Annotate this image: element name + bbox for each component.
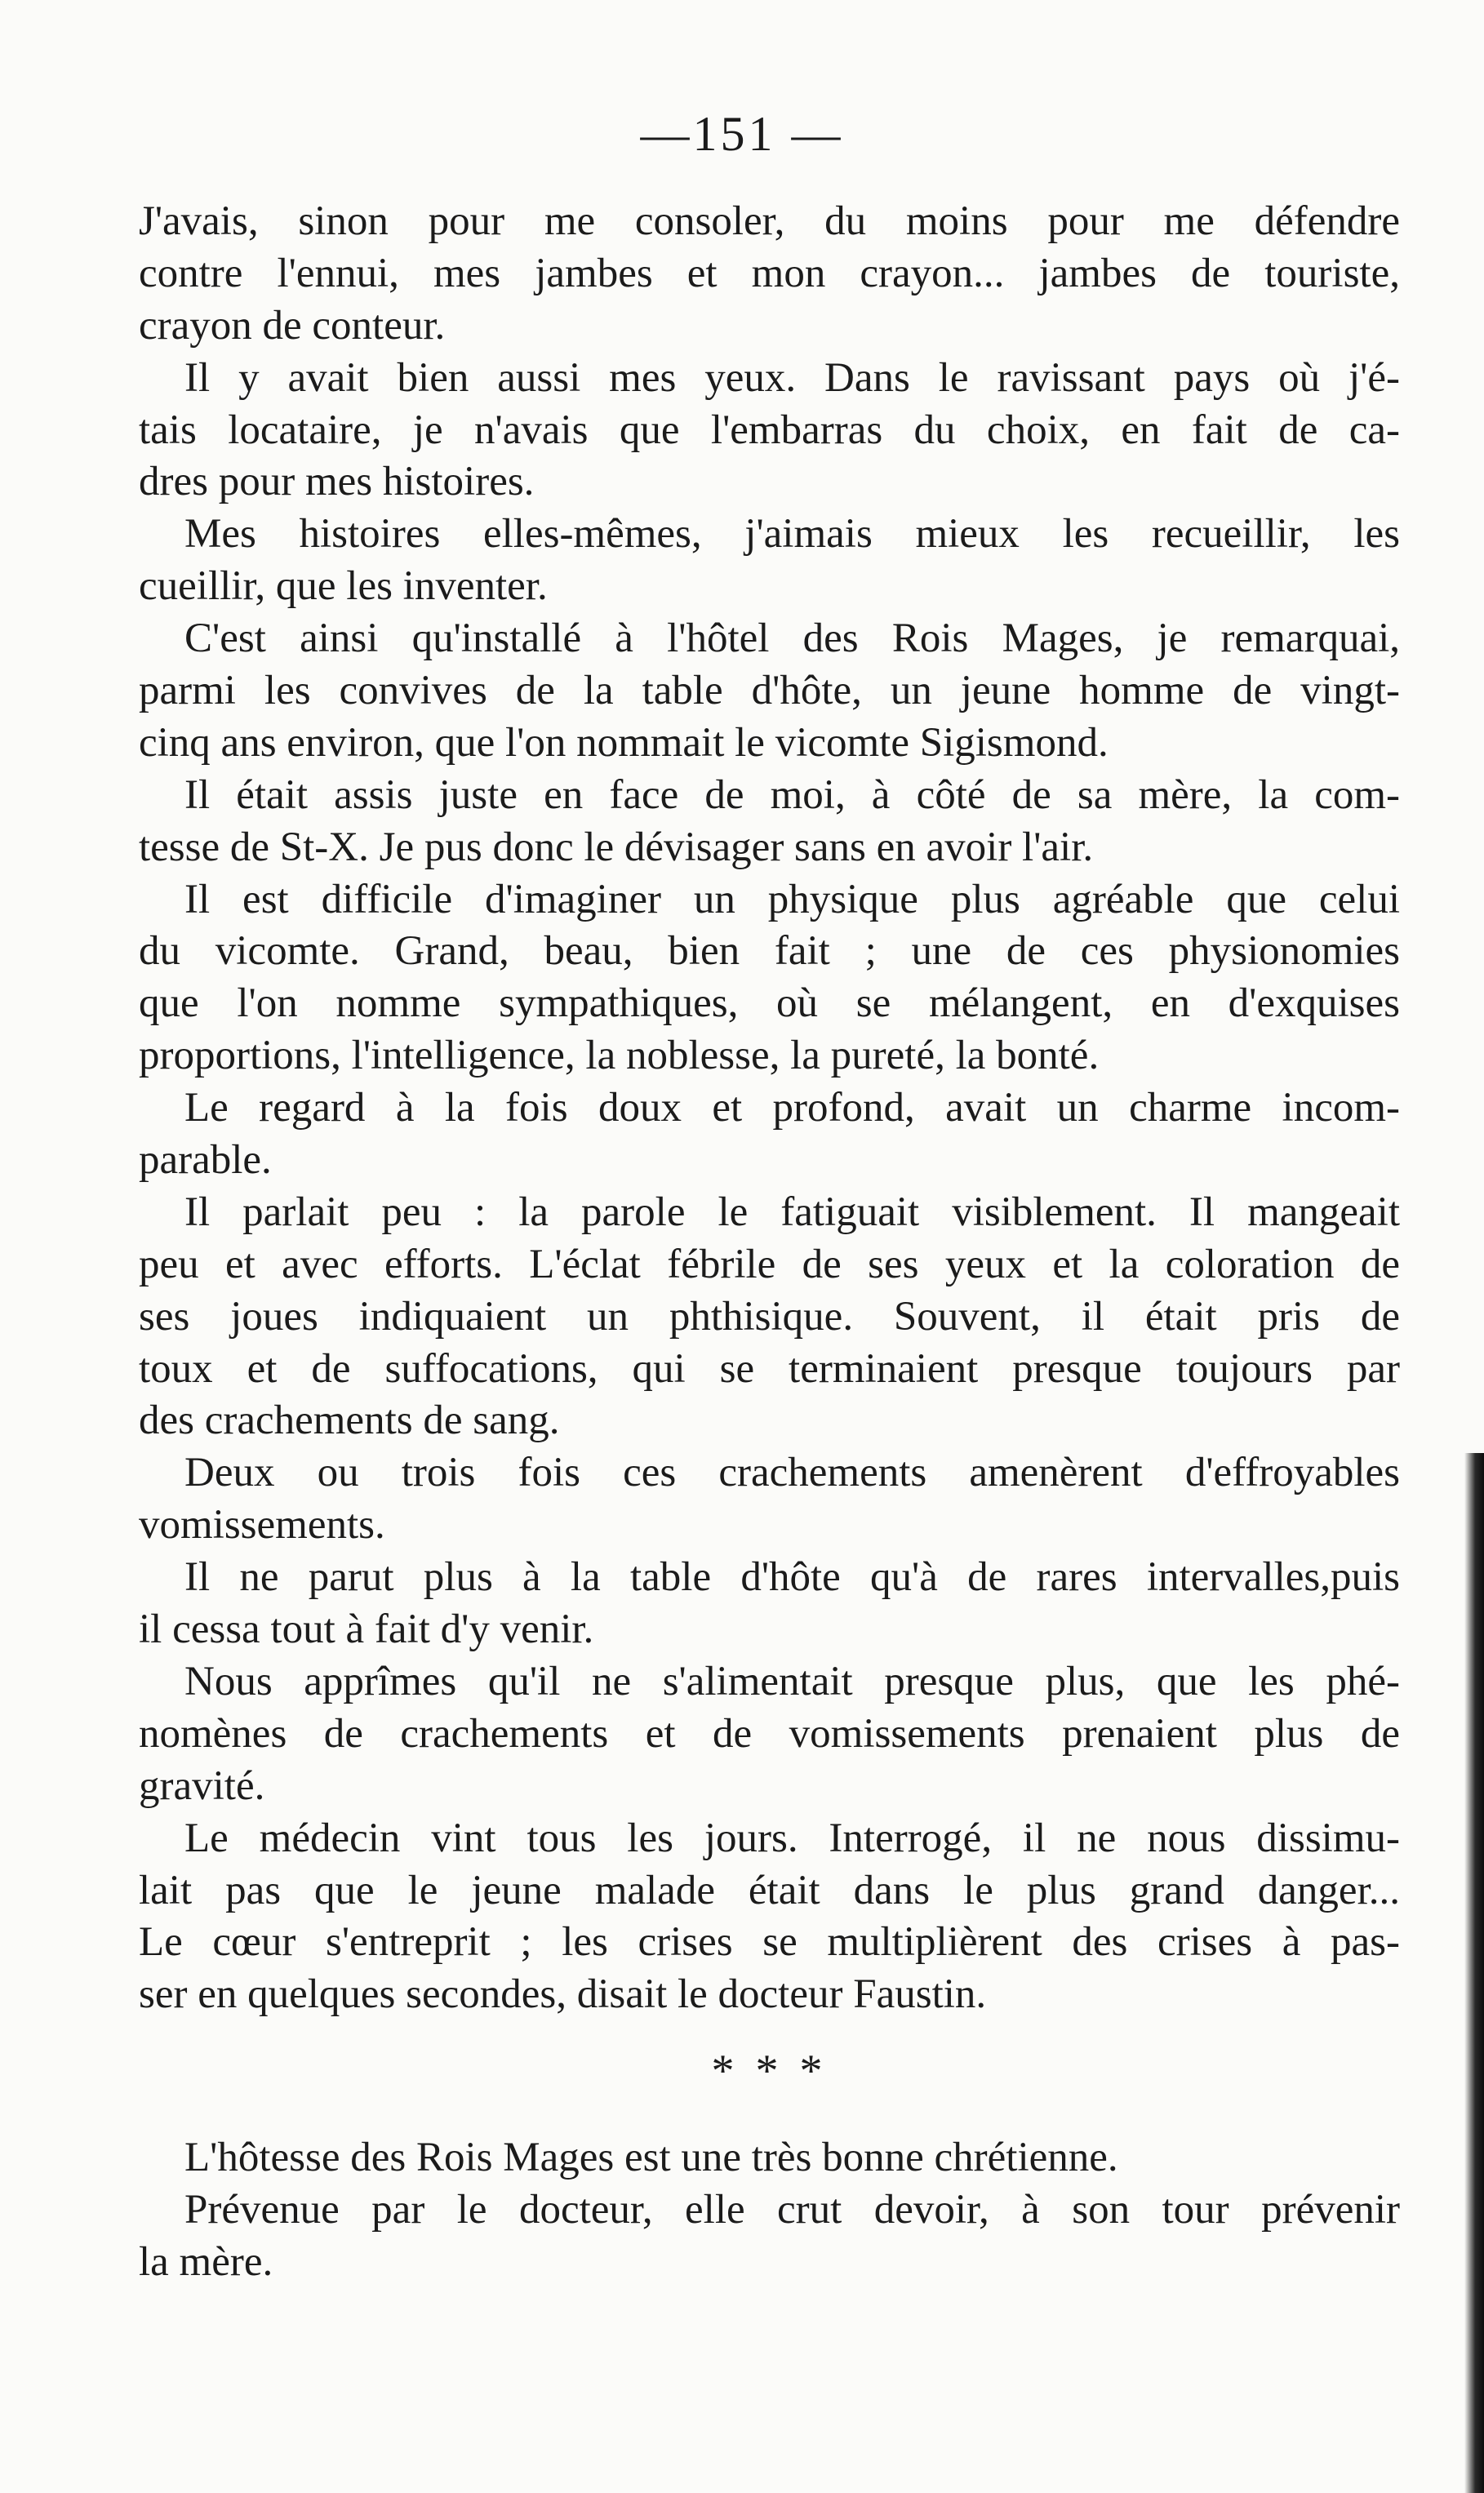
text-line: parmi les convives de la table d'hôte, un jeune homme de vingt-	[139, 668, 1400, 714]
text-line: Il était assis juste en face de moi, à côté de sa mère, la com-	[184, 771, 1400, 818]
text-line: vomissements.	[139, 1502, 385, 1549]
text-line: tais locataire, je n'avais que l'embarras du choix, en fait de ca-	[139, 407, 1400, 453]
text-line: que l'on nomme sympathiques, où se mélangent, en d'exquises	[139, 980, 1400, 1027]
text-line: crayon de conteur.	[139, 302, 446, 349]
text-line: il cessa tout à fait d'y venir.	[139, 1606, 594, 1653]
text-line: proportions, l'intelligence, la noblesse, la pureté, la bonté.	[139, 1033, 1100, 1079]
text-line: dres pour mes histoires.	[139, 459, 535, 505]
text-line: Deux ou trois fois ces crachements amenèrent d'effroyables	[184, 1450, 1400, 1496]
body-text	[139, 196, 1400, 2289]
text-line: peu et avec efforts. L'éclat fébrile de ses yeux et la coloration de	[139, 1241, 1400, 1287]
text-line: contre l'ennui, mes jambes et mon crayon... jambes de touriste,	[139, 250, 1400, 296]
text-line: Le regard à la fois doux et profond, avait un charme incom-	[184, 1085, 1400, 1131]
text-line: Il ne parut plus à la table d'hôte qu'à de rares intervalles,puis	[184, 1554, 1400, 1601]
text-line: parable.	[139, 1137, 272, 1184]
section-separator: * * *	[711, 2046, 828, 2097]
text-line: toux et de suffocations, qui se terminaient presque toujours par	[139, 1345, 1400, 1392]
text-line: Nous apprîmes qu'il ne s'alimentait presque plus, que les phé-	[184, 1658, 1400, 1704]
text-line: gravité.	[139, 1762, 265, 1809]
text-line: Le médecin vint tous les jours. Interrogé, il ne nous dissimu-	[184, 1815, 1400, 1861]
text-line: du vicomte. Grand, beau, bien fait ; une de ces physionomies	[139, 928, 1400, 975]
text-line: tesse de St-X. Je pus donc le dévisager sans en avoir l'air.	[139, 824, 1094, 870]
text-line: Mes histoires elles-mêmes, j'aimais mieux les recueillir, les	[184, 511, 1400, 558]
text-line: lait pas que le jeune malade était dans le plus grand danger...	[139, 1867, 1400, 1913]
text-line: ser en quelques secondes, disait le docteur Faustin.	[139, 1971, 987, 2018]
text-line: cinq ans environ, que l'on nommait le vicomte Sigismond.	[139, 719, 1109, 766]
text-line: nomènes de crachements et de vomissements prenaient plus de	[139, 1710, 1400, 1757]
text-line: Il est difficile d'imaginer un physique plus agréable que celui	[184, 876, 1400, 922]
text-line: ses joues indiquaient un phthisique. Souvent, il était pris de	[139, 1293, 1400, 1340]
text-line: des crachements de sang.	[139, 1398, 560, 1444]
text-line: L'hôtesse des Rois Mages est une très bonne chrétienne.	[184, 2135, 1118, 2181]
page-number: —151 —	[640, 107, 844, 161]
text-line: C'est ainsi qu'installé à l'hôtel des Rois Mages, je remarquai,	[184, 615, 1400, 662]
text-line: J'avais, sinon pour me consoler, du moins pour me défendre	[139, 198, 1400, 244]
text-line: Il y avait bien aussi mes yeux. Dans le ravissant pays où j'é-	[184, 354, 1400, 401]
text-line: la mère.	[139, 2238, 273, 2285]
page-edge-shadow	[1464, 1453, 1484, 2493]
text-line: Il parlait peu : la parole le fatiguait visiblement. Il mangeait	[184, 1189, 1400, 1235]
text-line: Le cœur s'entreprit ; les crises se multiplièrent des crises à pas-	[139, 1919, 1400, 1966]
text-line: Prévenue par le docteur, elle crut devoir, à son tour prévenir	[184, 2187, 1400, 2233]
text-line: cueillir, que les inventer.	[139, 563, 548, 610]
